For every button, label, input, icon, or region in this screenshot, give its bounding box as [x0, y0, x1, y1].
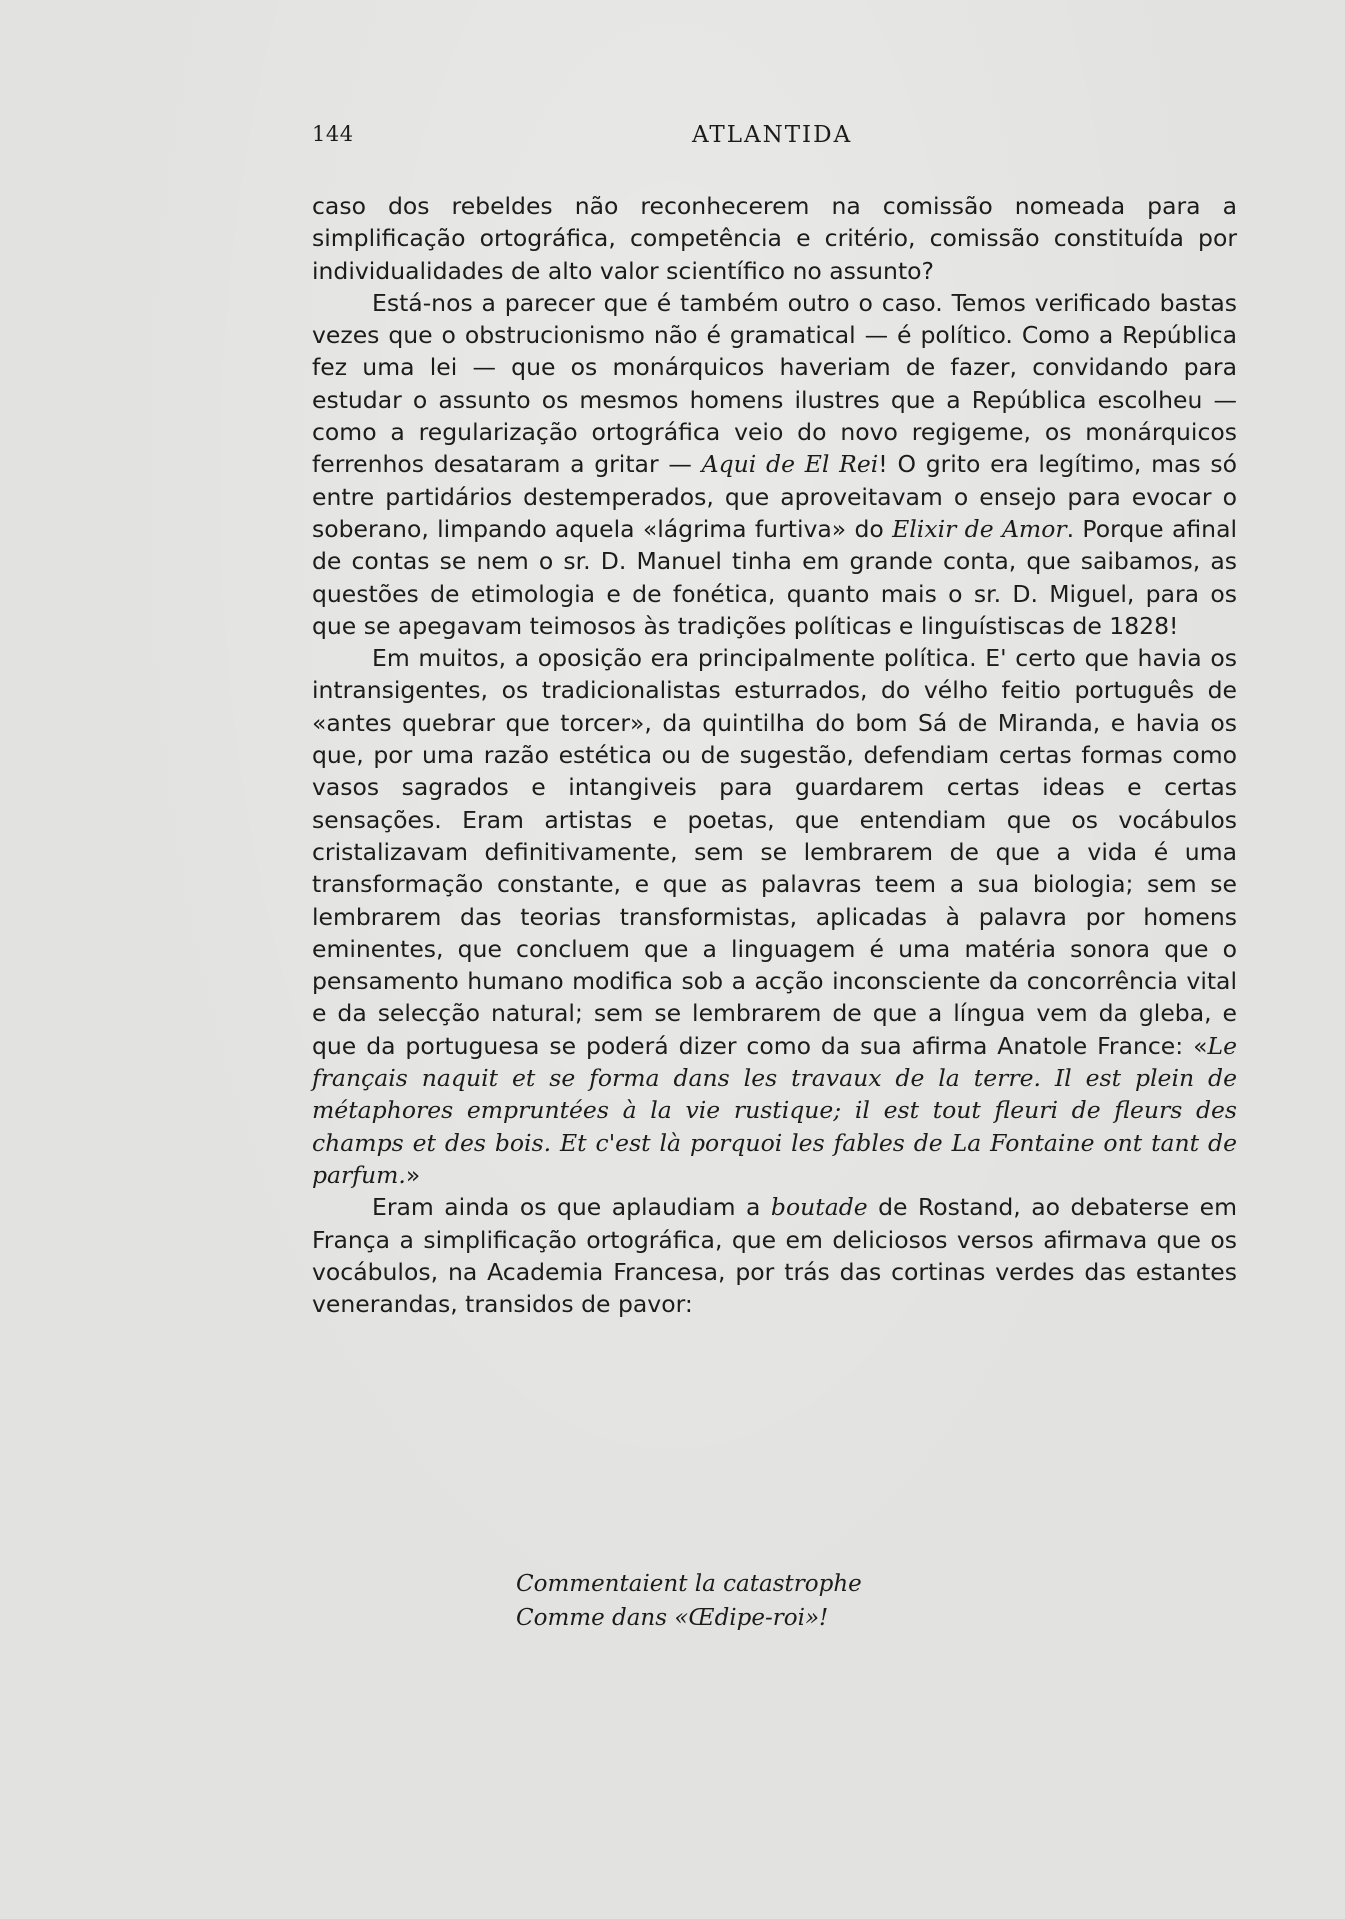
journal-title: ATLANTIDA: [692, 122, 853, 148]
body-text: [312, 190, 1237, 1320]
paragraph-3-part-a: Em muitos, a oposição era principalmente política. E' certo que havia os intransigentes, os tradicionalistas esturrados, do vélho feitio português de «antes quebrar que torcer», da quintilha do bom Sá de Miranda, e havia os que, por uma razão estética ou de sugestão, defendiam certas formas como vasos sagrados e intangiveis para guardarem certas ideas e certas sensações. Eram artistas e poetas, que entendiam que os vocábulos cristalizavam definitivamente, sem se lembrarem de que a vida é uma transformação constante, e que as palavras teem a sua biologia; sem se lembrarem das teorias transformistas, aplicadas à palavra por homens eminentes, que concluem que a linguagem é uma matéria sonora que o pensamento humano modifica sob a acção inconsciente da concorrência vital e da selecção natural; sem se lembrarem de que a língua vem da gleba, e que da portuguesa se poderá dizer como da sua afirma Anatole France: «: [312, 644, 1237, 1060]
paragraph-2-part-a: Está-nos a parecer que é também outro o caso. Temos verificado bastas vezes que o obstrucionismo não é gramatical — é político. Como a República fez uma lei — que os monárquicos haveriam de fazer, convidando para estudar o assunto os mesmos homens ilustres que a República escolheu — como a regularização ortográfica veio do novo regigeme, os monárquicos ferrenhos desataram a gritar —: [312, 288, 1237, 479]
paragraph-2: [312, 287, 1237, 642]
running-head: [312, 122, 1232, 162]
verse-line-2: Comme dans «Œdipe-roi»!: [516, 1605, 829, 1631]
term-boutade: boutade: [770, 1193, 868, 1222]
paragraph-4: [312, 1191, 1237, 1320]
paragraph-4-part-c: de Rostand, ao debaterse em França a simplificação ortográfica, que em deliciosos versos afirmava que os vocábulos, na Academia Francesa, por trás das cortinas verdes das estantes venerandas, transidos de pavor:: [312, 1193, 1238, 1319]
paragraph-3-part-c: »: [405, 1160, 421, 1189]
verse-quote: [516, 1567, 862, 1635]
paragraph-2-part-c: ! O grito era legítimo, mas só entre partidários destemperados, que aproveitavam o ensejo para evocar o soberano, limpando aquela «lágrima furtiva» do: [312, 450, 1237, 543]
quote-anatole-france: Le français naquit et se forma dans les travaux de la terre. Il est plein de métaphores empruntées à la vie rustique; il est tout fleuri de fleurs des champs et des bois. Et c'est là porquoi les fables de La Fontaine ont tant de parfum.: [312, 1031, 1237, 1189]
paragraph-1-text: caso dos rebeldes não reconhecerem na comissão nomeada para a simplificação ortográfica, competência e critério, comissão constituída por individualidades de alto valor scientífico no assunto?: [312, 192, 1237, 285]
paragraph-1: [312, 190, 1237, 287]
title-elixir-de-amor: Elixir de Amor: [892, 514, 1067, 543]
paragraph-4-part-a: Eram ainda os que aplaudiam a: [372, 1193, 771, 1222]
verse-line-1: Commentaient la catastrophe: [516, 1571, 862, 1597]
page-number: 144: [312, 122, 354, 146]
paragraph-3: [312, 642, 1237, 1191]
quote-aqui-de-el-rei: Aqui de El Rei: [701, 450, 879, 479]
paragraph-2-part-e: . Porque afinal de contas se nem o sr. D. Manuel tinha em grande conta, que saibamos, as questões de etimologia e de fonética, quanto mais o sr. D. Miguel, para os que se apegavam teimosos às tradições políticas e linguístiscas de 1828!: [312, 514, 1237, 640]
